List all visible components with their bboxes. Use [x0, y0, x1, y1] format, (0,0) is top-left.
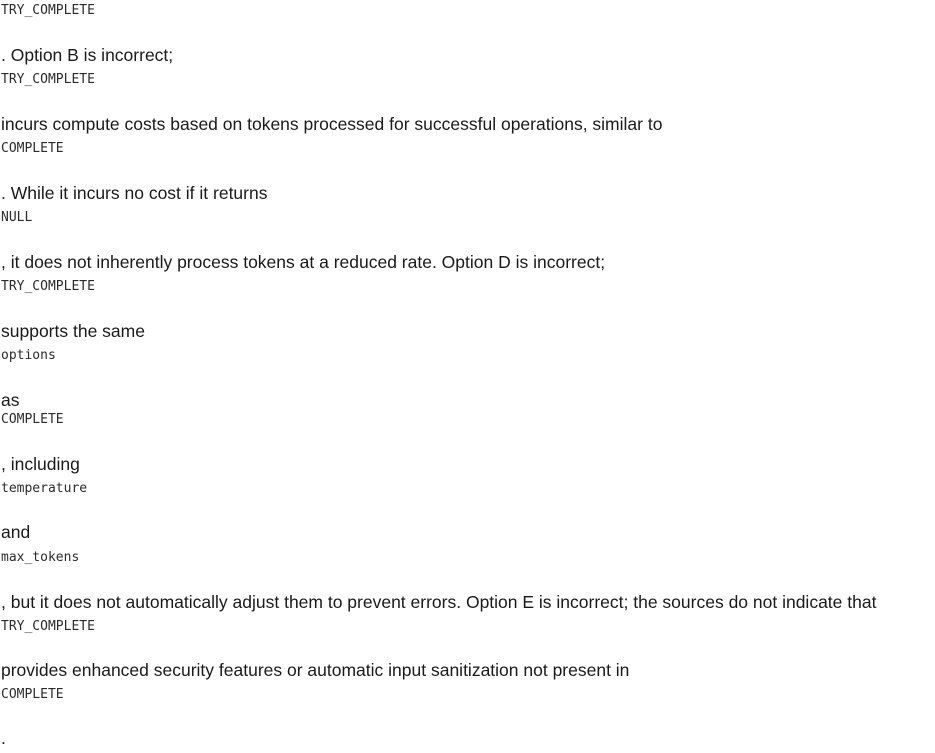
code-term: TRY_COMPLETE	[1, 72, 95, 87]
prose-text: , but it does not automatically adjust them to prevent errors. Option E is incorrect; the sources do not indicate that	[1, 592, 877, 612]
code-term: NULL	[1, 210, 33, 225]
prose-text: supports the same	[1, 321, 145, 341]
code-term: COMPLETE	[1, 412, 64, 427]
prose-text: , it does not inherently process tokens at a reduced rate. Option D is incorrect;	[1, 252, 606, 272]
prose-text: provides enhanced security features or automatic input sanitization not present in	[1, 660, 630, 680]
prose-text: . While it incurs no cost if it returns	[1, 183, 268, 203]
code-term: TRY_COMPLETE	[1, 279, 95, 294]
code-term: temperature	[1, 481, 88, 496]
code-term: TRY_COMPLETE	[1, 619, 95, 634]
code-term: COMPLETE	[1, 141, 64, 156]
code-term: TRY_COMPLETE	[1, 3, 95, 18]
code-term: COMPLETE	[1, 687, 64, 702]
prose-text: , including	[1, 454, 80, 474]
prose-text: incurs compute costs based on tokens processed for successful operations, similar to	[1, 114, 663, 134]
code-term: max_tokens	[1, 550, 80, 565]
prose-text: . Option B is incorrect;	[1, 45, 174, 65]
prose-text: as	[1, 390, 20, 410]
prose-text: and	[1, 522, 31, 542]
code-term: options	[1, 348, 56, 363]
prose-text: .	[1, 728, 6, 748]
